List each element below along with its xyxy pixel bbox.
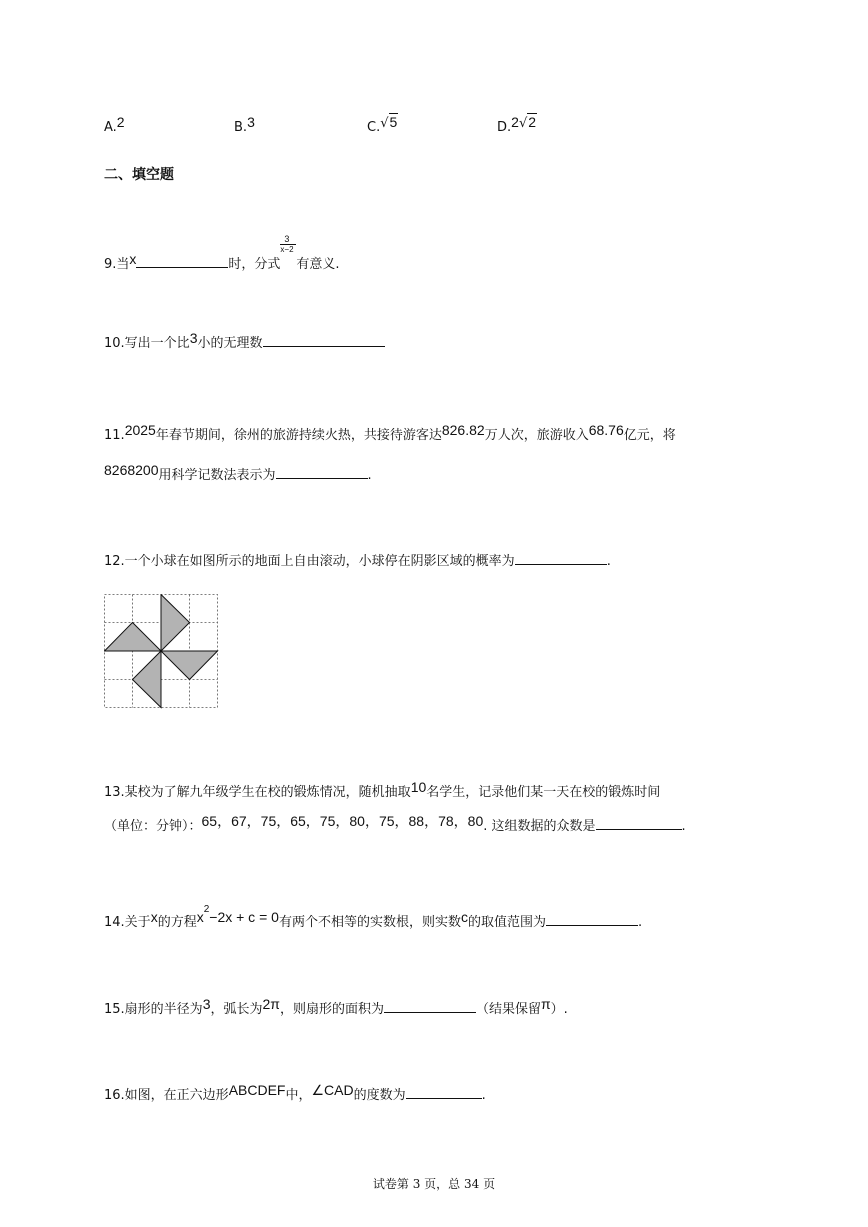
shaded-triangle-top	[161, 595, 190, 652]
q13-text-2: 名学生，记录他们某一天在校的锻炼时间	[426, 785, 661, 800]
shaded-triangle-left	[105, 623, 162, 652]
q14-text-4: 的取值范围为	[467, 915, 546, 930]
q14-eq-rest: −2x + c = 0	[209, 909, 279, 925]
question-11-line-2	[104, 464, 372, 483]
choice-a	[104, 114, 125, 135]
q15-arc-length: 2π	[262, 996, 280, 1012]
choice-c-radicand: 5	[389, 114, 398, 130]
q14-period: .	[637, 915, 643, 930]
q11-text-2: 万人次，旅游收入	[484, 428, 589, 443]
choice-c-letter: C.	[367, 120, 381, 135]
shaded-triangles	[105, 595, 218, 708]
q10-text-2: 小的无理数	[197, 336, 263, 351]
q11-text-1: 年春节期间，徐州的旅游持续火热，共接待游客达	[155, 428, 442, 443]
q16-text-1: 16.如图，在正六边形	[104, 1088, 229, 1103]
q14-var-x: x	[150, 909, 158, 925]
page-footer: 试卷第 3 页，总 34 页	[372, 1177, 496, 1191]
q16-angle: ∠CAD	[311, 1082, 354, 1098]
q11-text-4: 用科学记数法表示为	[158, 468, 276, 483]
question-11-line-1	[104, 424, 676, 443]
choice-c	[367, 114, 398, 135]
q14-answer-blank[interactable]	[546, 913, 638, 926]
shaded-triangle-bottom	[133, 651, 162, 708]
question-16	[104, 1084, 486, 1103]
q9-frac-denominator: x−2	[280, 245, 294, 254]
q13-answer-blank[interactable]	[596, 817, 682, 830]
q13-text-1: 13.某校为了解九年级学生在校的锻炼情况，随机抽取	[104, 785, 411, 800]
q13-text-4: . 这组数据的众数是	[483, 819, 596, 834]
q15-text-1: 15.扇形的半径为	[104, 1002, 203, 1017]
q11-text-3: 亿元，将	[623, 428, 676, 443]
choice-b-value: 3	[247, 114, 255, 130]
q14-text-2: 的方程	[157, 915, 197, 930]
q9-frac-numerator: 3	[284, 234, 290, 244]
choice-a-letter: A.	[104, 120, 117, 135]
question-13-line-2	[104, 815, 686, 835]
question-13-line-1	[104, 781, 660, 800]
question-15	[104, 998, 568, 1017]
choice-d-radicand: 2	[528, 114, 537, 130]
q15-text-4: （结果保留	[475, 1002, 541, 1017]
question-12	[104, 550, 611, 569]
q14-equation	[196, 904, 279, 925]
q14-eq-exponent: 2	[203, 904, 210, 915]
q9-answer-blank[interactable]	[136, 255, 228, 268]
choice-b	[234, 114, 255, 135]
q9-prefix: 9.当	[104, 257, 130, 272]
q15-pi: π	[540, 996, 551, 1012]
sqrt-icon: √	[518, 116, 528, 131]
q14-text-3: 有两个不相等的实数根，则实数	[278, 915, 461, 930]
section-heading: 二、填空题	[104, 167, 174, 183]
choice-d	[497, 114, 537, 135]
q11-prefix: 11.	[104, 428, 125, 443]
q15-text-5: ）.	[550, 1002, 568, 1017]
q11-visitors: 826.82	[441, 422, 485, 438]
q9-var: x	[129, 251, 137, 267]
q11-answer-blank[interactable]	[276, 466, 368, 479]
q16-answer-blank[interactable]	[406, 1086, 482, 1099]
choice-d-letter: D.	[497, 120, 512, 135]
q9-text-2: 有意义.	[296, 257, 340, 272]
q13-text-3: （单位：分钟）：	[104, 819, 202, 834]
q12-text-1: 12.一个小球在如图所示的地面上自由滚动，小球停在阴影区域的概率为	[104, 554, 515, 569]
question-9	[104, 234, 340, 272]
q16-text-2: 中，	[285, 1088, 312, 1103]
q11-value: 8268200	[104, 462, 159, 478]
shaded-triangle-right	[161, 651, 218, 680]
q10-text-1: 10.写出一个比	[104, 336, 190, 351]
choice-b-letter: B.	[234, 120, 248, 135]
q9-text-1: 时，分式	[228, 257, 281, 272]
q15-answer-blank[interactable]	[384, 1000, 476, 1013]
q15-radius: 3	[202, 996, 211, 1012]
q16-period: .	[481, 1088, 486, 1103]
q12-period: .	[606, 554, 611, 569]
q11-revenue: 68.76	[588, 422, 624, 438]
q14-var-c: c	[460, 909, 468, 925]
question-10	[104, 332, 385, 351]
choice-a-value: 2	[116, 114, 125, 130]
q11-period: .	[367, 468, 372, 483]
q15-text-3: ，则扇形的面积为	[279, 1002, 384, 1017]
q16-text-3: 的度数为	[353, 1088, 406, 1103]
q9-fraction	[280, 234, 296, 268]
q10-answer-blank[interactable]	[263, 334, 385, 347]
q15-text-2: ，弧长为	[210, 1002, 263, 1017]
choice-d-coef: 2	[511, 114, 519, 130]
pinwheel-grid-figure	[104, 594, 219, 709]
q16-hexagon-name: ABCDEF	[228, 1082, 286, 1098]
q14-text-1: 14.关于	[104, 915, 151, 930]
question-14	[104, 904, 643, 930]
q11-year: 2025	[124, 422, 156, 438]
sqrt-icon: √	[380, 116, 389, 131]
q12-answer-blank[interactable]	[515, 552, 607, 565]
q13-period: .	[681, 819, 686, 834]
q14-eq-x: x	[196, 909, 204, 925]
q10-number: 3	[189, 330, 198, 346]
q13-data-list: 65，67，75，65，75，80，75，88，78，80	[201, 813, 484, 829]
q13-sample-size: 10	[410, 779, 427, 795]
